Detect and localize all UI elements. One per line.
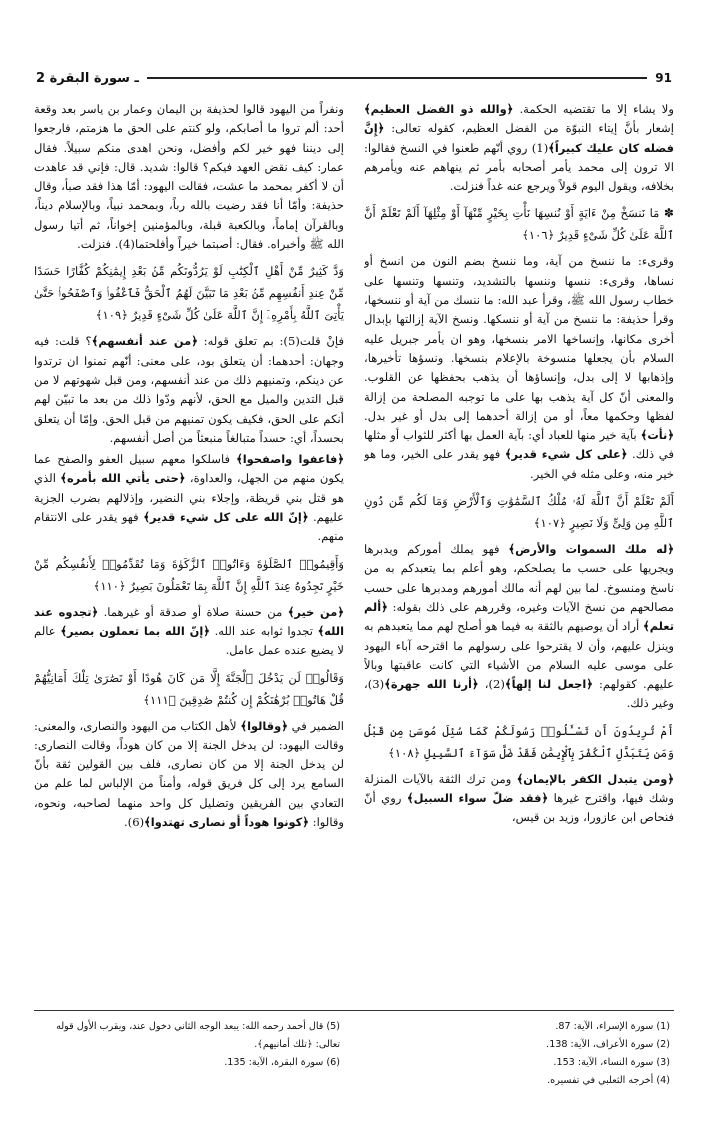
text-run: عالم لا يضيع عنده عمل عامل. (34, 623, 344, 658)
paragraph (34, 717, 344, 833)
text-run: أَلَمْ تَعْلَمْ أَنَّ ٱللَّهَ لَهُۥ مُلْكُ ٱلسَّمَٰوَٰتِ وَٱلْأَرْضِ وَمَا لَكُم مِّن دُونِ ٱللَّهِ مِن وَلِىٍّ وَلَا نَصِيرٍ ﴿١٠٧﴾ (364, 494, 674, 531)
paragraph (34, 100, 344, 254)
page-number: 91 (655, 71, 672, 85)
text-run: (4) (118, 237, 135, 252)
footnote: (6) سورة البقرة، الآية: 135. (224, 1057, 340, 1068)
verse-marker: ✽ (659, 206, 674, 221)
footnotes-left (40, 1018, 340, 1072)
footnotes-right (370, 1018, 670, 1090)
highlighted-quote: ﴿من خير﴾ (287, 604, 344, 619)
quran-verse (34, 553, 344, 597)
text-run: (3)، وغير ذلك. (364, 677, 674, 711)
highlighted-quote: ﴿نأت﴾ (640, 428, 674, 443)
footnote-separator (34, 1010, 674, 1011)
highlighted-quote: ﴿فقد ضلّ سواء السبيل﴾ (406, 791, 549, 806)
footnote: (3) سورة النساء، الآية: 153. (553, 1057, 670, 1068)
text-run: تجدوا ثوابه عند الله. (209, 623, 318, 638)
highlighted-quote: ﴿ومن يتبدل الكفر بالإيمان﴾ (516, 771, 674, 786)
paragraph (34, 603, 344, 661)
text-run: لأهل الكتاب من اليهود والنصارى، والمعنى: وقالت اليهود: لن يدخل الجنة إلا من كان هوداً، وقالت النصارى: لن يدخل الجنة إلا من كان نصارى، فلف بين القولين ثقة بأنّ السامع يرد إلى كل فريق قوله، وأمناً من الإلباس لما علم من التعادي بين الفريقين وتضليل كل واحد منهما لصاحبه، ونحوه، وقالوا: (34, 718, 344, 830)
highlighted-quote: ﴿فاعفوا واصفحوا﴾ (236, 452, 344, 467)
text-run: فهو يقدر على الانتقام منهم. (34, 510, 344, 544)
highlighted-quote: ﴿اجعل لنا إلهاً﴾ (504, 677, 593, 692)
text-run: ؟ قلت: فيه وجهان: أحدهما: أن يتعلق بود، على معنى: أنّهم تمنوا ان ترتدوا عن دينكم، وتمنيهم ذلك من عند أنفسهم، ومن قبل شهوتهم لا من قبل التدين والميل مع الحق، لأنهم ودّوا ذلك من بعد ما تبيّن لهم أنكم على الحق، فكيف يكون تمنيهم من قبل الحق. وإمّا أن يتعلق بحسداً، أي: حسداً متبالغاً منبعثاً من أصل أنفسهم. (34, 334, 344, 445)
text-run: . فنزلت. (77, 237, 119, 252)
right-column (364, 100, 674, 896)
quran-verse (34, 260, 344, 326)
footnote: (1) سورة الإسراء، الآية: 87. (555, 1021, 670, 1032)
text-run: روي أنّ فنحاص ابن عازورا، وزيد بن قيس، (364, 791, 674, 825)
quran-verse (364, 202, 674, 246)
quran-verse (34, 667, 344, 711)
text-run: فإنْ قلت (299, 334, 344, 349)
highlighted-quote: ﴿إِنَّ فضله كان عليك كبيراً﴾ (364, 121, 674, 155)
highlighted-quote: ﴿كونوا هوداً أو نصارى تهتدوا﴾ (144, 815, 309, 830)
text-run: فهو يقدر على الخير، وما هو خير منه، وعلى مثله في الخير. (364, 447, 674, 481)
text-run: من حسنة صلاة أو صدقة أو غيرهما. (98, 604, 288, 619)
highlighted-quote: ﴿إنّ الله بما تعملون بصير﴾ (60, 623, 210, 638)
highlighted-quote: ﴿على كل شيء قدير﴾ (504, 447, 628, 462)
paragraph (364, 252, 674, 484)
header-rule (147, 77, 647, 79)
highlighted-quote: ﴿أرنا الله جهرة﴾ (384, 677, 479, 692)
text-run: : بم تعلق قوله: (197, 334, 284, 349)
text-run: فهو يملك أموركم ويدبرها ويجريها على حسب ما يصلحكم، وهو أعلم بما يتعبدكم به من ناسخ ومنسوخ. لما بين لهم أنه مالك أمورهم ومدبرها على حسب مصالحهم من نسخ الآيات وغيره، وقررهم على ذلك بقوله: (364, 542, 674, 614)
footnote: (5) قال أحمد رحمه الله: يبعد الوجه الثاني دخول عند، ويقرب الأول قوله تعالى: ﴿تلك أمانيهم﴾. (56, 1021, 340, 1050)
quran-verse (364, 720, 674, 764)
text-run: أَمْ تُرِيدُونَ أَن تَسْـَٔلُوا۟ رَسُولَكُمْ كَمَا سُئِلَ مُوسَىٰ مِن قَبْلُ وَمَن يَتَبَدَّلِ ٱلْكُفْرَ بِٱلْإِيمَٰنِ فَقَدْ ضَلَّ سَوَآءَ ٱلسَّبِيلِ ﴿١٠٨﴾ (364, 723, 674, 760)
text-run: ونفراً من اليهود قالوا لحذيفة بن اليمان وعمار بن ياسر بعد وقعة أحد: ألم تروا ما أصابكم، ولو كنتم على الحق ما هزمتم، فارجعوا إلى ديننا فهو خير لكم وأفضل، ونحن اهدى منكم سبيلاً. فقال عمار: كيف نقض العهد فيكم؟ قالوا: شديد. قال: فإني قد عاهدت أن لا أكفر بمحمد ما عشت، فقالت اليهود: أمّا هذا فقد صبأ، وقال حذيفة: وأمّا أنا فقد رضيت بالله رباً، وبمحمد نبياً، وبالإسلام ديناً، وبالقرآن إماماً، وبالكعبة قبلة، وبالمؤمنين إخواناً، ثم أتيا رسول الله ﷺ وأخبراه. فقال: أصبتما خيراً وأفلحتما (34, 102, 344, 252)
highlighted-quote: ﴿حتى يأتي الله بأمره﴾ (60, 471, 186, 486)
highlighted-quote: ﴿تجدوه عند الله﴾ (34, 604, 344, 638)
left-column (34, 100, 344, 892)
text-run: (6). (123, 815, 145, 830)
text-run: (1) روي أنّهم طعنوا في النسخ فقالوا: الا ترون إلى محمد يأمر أصحابه بأمر ثم ينهاهم عنه ويأمرهم بخلافه، ويقول اليوم قولاً ويرجع عنه غداً فنزلت. (364, 140, 674, 194)
highlighted-quote: ﴿من عند أنفسهم﴾ (91, 334, 198, 349)
text-run: فاسلكوا معهم سبيل العفو والصفح عما يكون منهم من الجهل، والعداوة، (34, 452, 344, 486)
text-run: ومن ترك الثقة بالآيات المنزلة وشك فيها، واقترح غيرها (364, 771, 674, 806)
text-run: (2)، (478, 677, 505, 692)
text-run: بآية خير منها للعباد أي: بآية العمل بها أكثر للثواب أو مثلها في ذلك. (364, 428, 674, 462)
highlighted-quote: ﴿إنّ الله على كل شيء قدير﴾ (143, 510, 309, 525)
paragraph (364, 770, 674, 828)
highlighted-quote: ﴿ألم تعلم﴾ (364, 599, 674, 634)
text-run: إشعار بأنَّ إيتاء النبوّة من الفضل العظيم، كقوله تعالى: (384, 121, 674, 136)
text-run: وَأَقِيمُوا۟ ٱلصَّلَوٰةَ وَءَاتُوا۟ ٱلزَّكَوٰةَ وَمَا تُقَدِّمُوا۟ لِأَنفُسِكُم مِّنْ خَيْرٍ تَجِدُوهُ عِندَ ٱللَّهِ إِنَّ ٱللَّهَ بِمَا تَعْمَلُونَ بَصِيرٌ ﴿١١٠﴾ (34, 556, 344, 593)
highlighted-quote: ﴿له ملك السموات والأرض﴾ (508, 542, 674, 557)
paragraph (34, 450, 344, 546)
paragraph (364, 100, 674, 196)
text-run: (5) (283, 334, 300, 349)
paragraph (34, 332, 344, 448)
text-run: مَا نَنسَخْ مِنْ ءَايَةٍ أَوْ نُنسِهَا نَأْتِ بِخَيْرٍ مِّنْهَآ أَوْ مِثْلِهَآ أَلَمْ تَعْلَمْ أَنَّ ٱللَّهَ عَلَىٰ كُلِّ شَىْءٍ قَدِيرٌ ﴿١٠٦﴾ (364, 206, 674, 243)
highlighted-quote: ﴿وقالوا﴾ (240, 718, 288, 733)
text-run: الذي هو قتل بني قريظة، وإجلاء بني النضير، وإذلالهم بضرب الجزية عليهم. (34, 471, 344, 525)
chapter-title: 2 ـ سورة البقرة (36, 70, 139, 86)
quran-verse (364, 490, 674, 534)
text-run: الضمير في (287, 718, 344, 733)
footnote: (2) سورة الأعراف، الآية: 138. (546, 1039, 670, 1050)
paragraph (364, 540, 674, 714)
text-run: أراد أن يوصيهم بالثقة به فيما هو أصلح لهم مما يتعبدهم به وينزل عليهم، وأن لا يقترحوا على رسولهم ما اقترحه آباء اليهود على موسى عليه السلام من الأشياء التي كانت عاقبتها وبالاً عليهم. كقولهم: (364, 619, 674, 692)
text-run: ولا يشاء إلا ما تقتضيه الحكمة. (513, 102, 674, 116)
page-header (36, 68, 672, 88)
text-run: وقرىء: ما ننسخ من آية، وما ننسخ بضم النون من انسخ أو نساها، وقرىء: ننسها وننسها بالتشديد، وتنسها وتنسها على خطاب رسول الله ﷺ، وقرأ عبد الله: ما ننسك من آية أو ننسخها، وقرأ حذيفة: ما ننسخ من آية أو ننسكها. ونسخ الآية إزالتها بإبدال أخرى مكانها، وإنساخها الامر بنسخها، وهو ان يأمر جبريل عليه السلام بأن يجعلها منسوخة بالإعلام بنسخها. ونسؤها تأخيرها، وإذهابها لا إلى بدل، وإنساؤها أن يذهب بحفظها عن القلوب. والمعنى أنّ كل آية يذهب بها على ما توجبه المصلحة من إزالة لفظها وحكمها معاً، أو من إزالة أحدهما إلى بدل أو غير بدل. (364, 254, 674, 423)
footnote: (4) أخرجه الثعلبي في تفسيره. (547, 1075, 670, 1086)
text-run: وَقَالُوا۟ لَن يَدْخُلَ ٱلْجَنَّةَ إِلَّا مَن كَانَ هُودًا أَوْ نَصَٰرَىٰ تِلْكَ أَمَانِيُّهُمْ قُلْ هَاتُوا۟ بُرْهَٰنَكُمْ إِن كُنتُمْ صَٰدِقِينَ ﴿١١١﴾ (34, 670, 344, 707)
highlighted-quote: ﴿والله ذو الفضل العظيم﴾ (364, 102, 514, 116)
text-run: وَدَّ كَثِيرٌ مِّنْ أَهْلِ ٱلْكِتَٰبِ لَوْ يَرُدُّونَكُم مِّنۢ بَعْدِ إِيمَٰنِكُمْ كُفَّارًا حَسَدًا مِّنْ عِندِ أَنفُسِهِم مِّنۢ بَعْدِ مَا تَبَيَّنَ لَهُمُ ٱلْحَقُّ فَٱعْفُوا۟ وَٱصْفَحُوا۟ حَتَّىٰ يَأْتِىَ ٱللَّهُ بِأَمْرِهِۦٓ إِنَّ ٱللَّهَ عَلَىٰ كُلِّ شَىْءٍ قَدِيرٌ ﴿١٠٩﴾ (34, 264, 344, 323)
